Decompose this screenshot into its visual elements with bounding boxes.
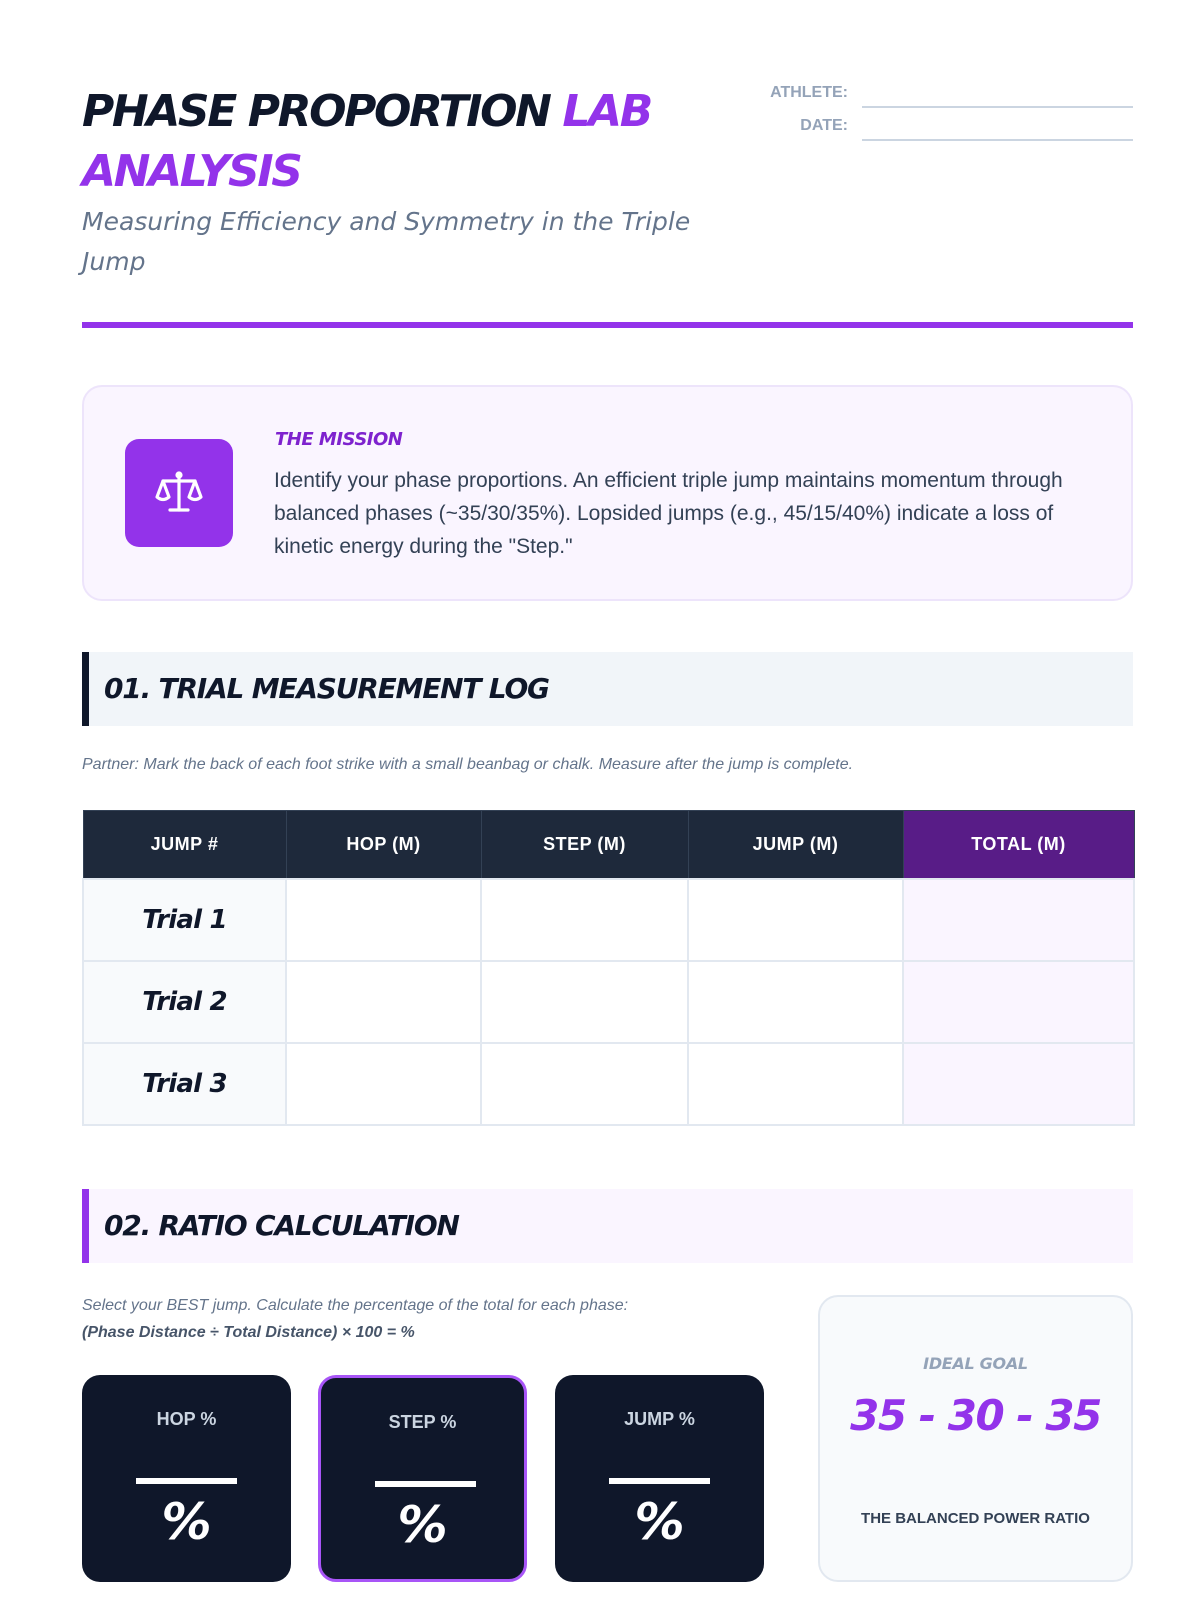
column-header-jump: JUMP (M) xyxy=(688,811,903,879)
column-header-total: TOTAL (M) xyxy=(903,811,1134,879)
table-header-row xyxy=(83,811,1134,879)
hop-input-cell[interactable] xyxy=(286,1043,481,1125)
total-input-cell[interactable] xyxy=(903,961,1134,1043)
total-input-cell[interactable] xyxy=(903,1043,1134,1125)
trial-label: Trial 1 xyxy=(83,879,286,961)
step-input-cell[interactable] xyxy=(481,961,688,1043)
section-ratio-header xyxy=(82,1189,1133,1263)
step-input-cell[interactable] xyxy=(481,1043,688,1125)
step-percent-field[interactable] xyxy=(375,1481,476,1487)
mission-heading: THE MISSION xyxy=(275,429,403,450)
partner-note: Partner: Mark the back of each foot strike with a small beanbag or chalk. Measure after the jump is complete. xyxy=(82,756,854,773)
jump-percent-field[interactable] xyxy=(609,1478,710,1484)
step-percent-label: STEP % xyxy=(388,1412,457,1432)
trial-label: Trial 3 xyxy=(83,1043,286,1125)
date-label: DATE: xyxy=(800,117,848,134)
section-trial-log-header xyxy=(82,652,1133,726)
jump-input-cell[interactable] xyxy=(688,961,903,1043)
goal-heading: IDEAL GOAL xyxy=(923,1354,1028,1373)
title-main: PHASE PROPORTION xyxy=(82,86,563,137)
ratio-formula: (Phase Distance ÷ Total Distance) × 100 = % xyxy=(82,1324,415,1341)
column-header-hop: HOP (M) xyxy=(286,811,481,879)
hop-percent-box xyxy=(82,1375,291,1582)
athlete-label: ATHLETE: xyxy=(770,84,848,101)
hop-input-cell[interactable] xyxy=(286,879,481,961)
jump-percent-box xyxy=(555,1375,764,1582)
step-input-cell[interactable] xyxy=(481,879,688,961)
hop-input-cell[interactable] xyxy=(286,961,481,1043)
date-row xyxy=(762,115,1133,145)
athlete-row xyxy=(762,82,1133,112)
trial-label: Trial 2 xyxy=(83,961,286,1043)
balance-scale-icon xyxy=(125,439,233,547)
table-row xyxy=(83,879,1134,961)
title-accent: LAB ANALYSIS xyxy=(82,86,651,197)
total-input-cell[interactable] xyxy=(903,879,1134,961)
step-percent-box xyxy=(318,1375,527,1582)
jump-input-cell[interactable] xyxy=(688,1043,903,1125)
athlete-field[interactable] xyxy=(862,106,1133,108)
mission-card xyxy=(82,385,1133,601)
header-divider xyxy=(82,322,1133,328)
jump-input-cell[interactable] xyxy=(688,879,903,961)
goal-ratio: 35 - 30 - 35 xyxy=(850,1391,1101,1440)
section-trial-log-title: 01. TRIAL MEASUREMENT LOG xyxy=(104,672,549,705)
jump-percent-label: JUMP % xyxy=(624,1409,695,1429)
mission-text: Identify your phase proportions. An efficient triple jump maintains momentum through balanced phases (~35/30/35%). Lopsided jumps (e.g., 45/15/40%) indicate a loss of kinetic energy during the "Step." xyxy=(274,469,1063,558)
percent-sign: % xyxy=(161,1493,212,1551)
page-title xyxy=(82,82,742,202)
ratio-instruction-text: Select your BEST jump. Calculate the percentage of the total for each phase: xyxy=(82,1297,629,1314)
goal-caption: THE BALANCED POWER RATIO xyxy=(861,1510,1090,1527)
table-row xyxy=(83,961,1134,1043)
ratio-instructions xyxy=(82,1292,782,1346)
column-header-jump-number: JUMP # xyxy=(83,811,286,879)
percent-sign: % xyxy=(397,1496,448,1554)
column-header-step: STEP (M) xyxy=(481,811,688,879)
percent-sign: % xyxy=(634,1493,685,1551)
table-row xyxy=(83,1043,1134,1125)
page-subtitle: Measuring Efficiency and Symmetry in the Triple Jump xyxy=(82,207,691,276)
ideal-goal-card xyxy=(818,1295,1133,1582)
trial-measurement-table xyxy=(82,810,1135,1126)
hop-percent-field[interactable] xyxy=(136,1478,237,1484)
section-ratio-title: 02. RATIO CALCULATION xyxy=(104,1209,459,1242)
date-field[interactable] xyxy=(862,139,1133,141)
hop-percent-label: HOP % xyxy=(156,1409,217,1429)
header xyxy=(82,82,1133,330)
